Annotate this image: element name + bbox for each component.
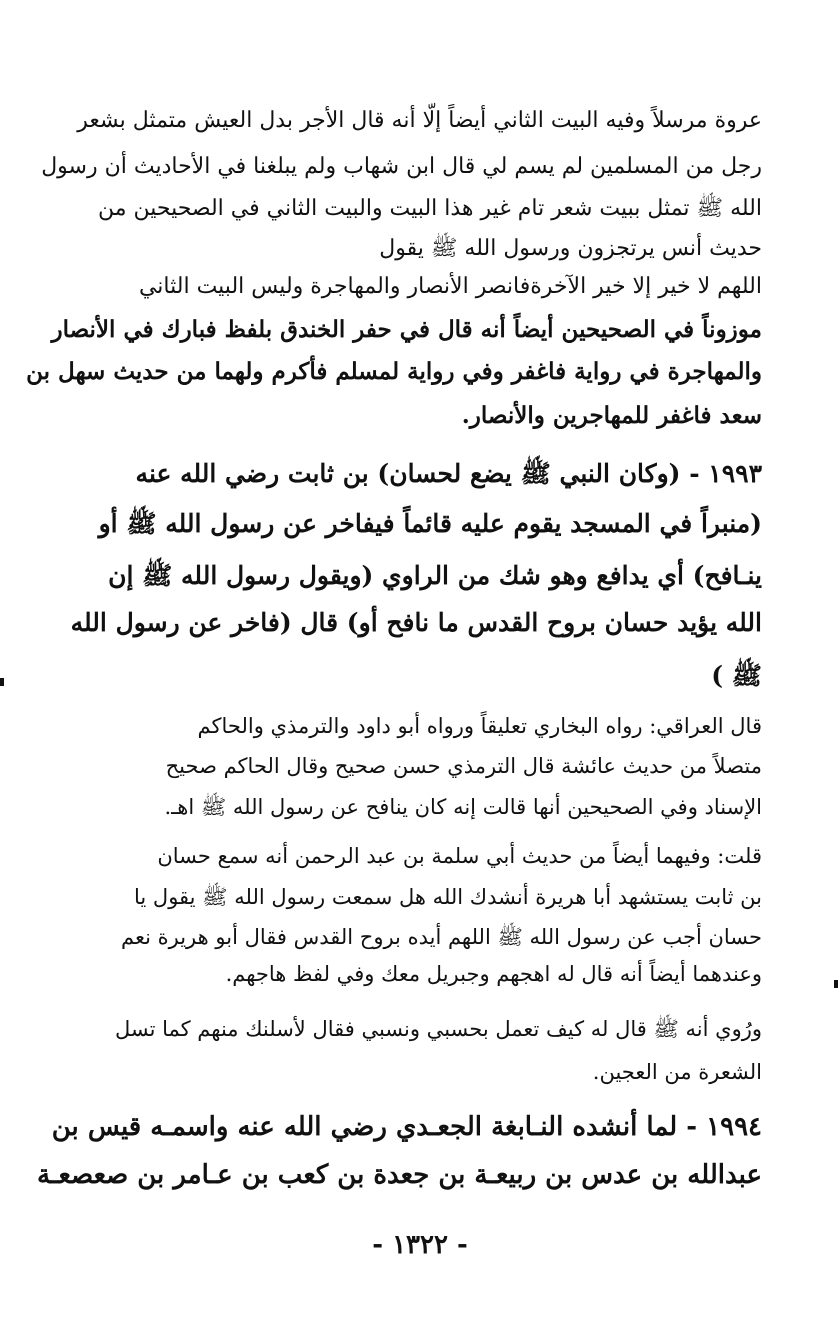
text-line: وعندهما أيضاً أنه قال له اهجهم وجبريل معك وفي لفظ هاجهم. <box>225 962 762 986</box>
text-line: متصلاً من حديث عائشة قال الترمذي حسن صحيح وقال الحاكم صحيح <box>165 754 762 778</box>
hadith-text: لما أنشده النـابغة الجعـدي رضي الله عنه واسمـه قيس بن <box>51 1112 678 1142</box>
text-line: قال العراقي: رواه البخاري تعليقاً ورواه أبو داود والترمذي والحاكم <box>197 714 762 738</box>
page-number: - ١٣٢٢ - <box>372 1230 468 1260</box>
hadith-number: ١٩٩٤ - <box>686 1112 762 1142</box>
hadith-1994-line <box>52 1112 762 1142</box>
hadith-text: (وكان النبي ﷺ يضع لحسان) بن ثابت رضي الله عنه <box>135 459 681 488</box>
text-line: قلت: وفيهما أيضاً من حديث أبي سلمة بن عبد الرحمن أنه سمع حسان <box>157 844 762 868</box>
text-line: ﷺ ) <box>711 661 762 690</box>
text-line: موزوناً في الصحيحين أيضاً أنه قال في حفر الخندق بلفظ فبارك في الأنصار <box>51 316 762 343</box>
scan-edge-mark <box>0 678 4 686</box>
text-line: الله ﷺ تمثل ببيت شعر تام غير هذا البيت والبيت الثاني في الصحيحين من <box>97 196 762 221</box>
text-line: بن ثابت يستشهد أبا هريرة أنشدك الله هل سمعت رسول الله ﷺ يقول يا <box>134 885 762 909</box>
text-line: الشعرة من العجين. <box>592 1060 762 1084</box>
text-line: عروة مرسلاً وفيه البيت الثاني أيضاً إلّا أنه قال الأجر بدل العيش متمثل بشعر <box>77 108 762 133</box>
hadith-1993-line <box>136 458 762 495</box>
scan-edge-mark <box>834 980 838 988</box>
text-line: سعد فاغفر للمهاجرين والأنصار. <box>461 402 762 429</box>
text-line: اللهم لا خير إلا خير الآخرةفانصر الأنصار والمهاجرة وليس البيت الثاني <box>138 274 762 299</box>
text-line: حديث أنس يرتجزون ورسول الله ﷺ يقول <box>379 236 762 261</box>
text-line: (منبراً في المسجد يقوم عليه قائماً فيفاخر عن رسول الله ﷺ أو <box>98 509 762 538</box>
text-line: ورُوي أنه ﷺ قال له كيف تعمل بحسبي ونسبي فقال لأسلنك منهم كما تسل <box>114 1017 762 1041</box>
text-line: ينـافح) أي يدافع وهو شك من الراوي (ويقول رسول الله ﷺ إن <box>108 561 762 590</box>
text-line: حسان أجب عن رسول الله ﷺ اللهم أيده بروح القدس فقال أبو هريرة نعم <box>120 925 762 949</box>
text-line: عبدالله بن عدس بن ربيعـة بن جعدة بن كعب بن عـامر بن صعصعـة <box>36 1160 762 1190</box>
text-line: رجل من المسلمين لم يسم لي قال ابن شهاب ولم يبلغنا في الأحاديث أن رسول <box>41 154 762 179</box>
hadith-number: ١٩٩٣ - <box>689 459 762 488</box>
text-line: والمهاجرة في رواية فاغفر وفي رواية لمسلم فأكرم ولهما من حديث سهل بن <box>26 358 762 385</box>
text-line: الإسناد وفي الصحيحين أنها قالت إنه كان ينافح عن رسول الله ﷺ اهـ. <box>164 795 762 819</box>
text-line: الله يؤيد حسان بروح القدس ما نافح أو) قال (فاخر عن رسول الله <box>70 608 762 637</box>
